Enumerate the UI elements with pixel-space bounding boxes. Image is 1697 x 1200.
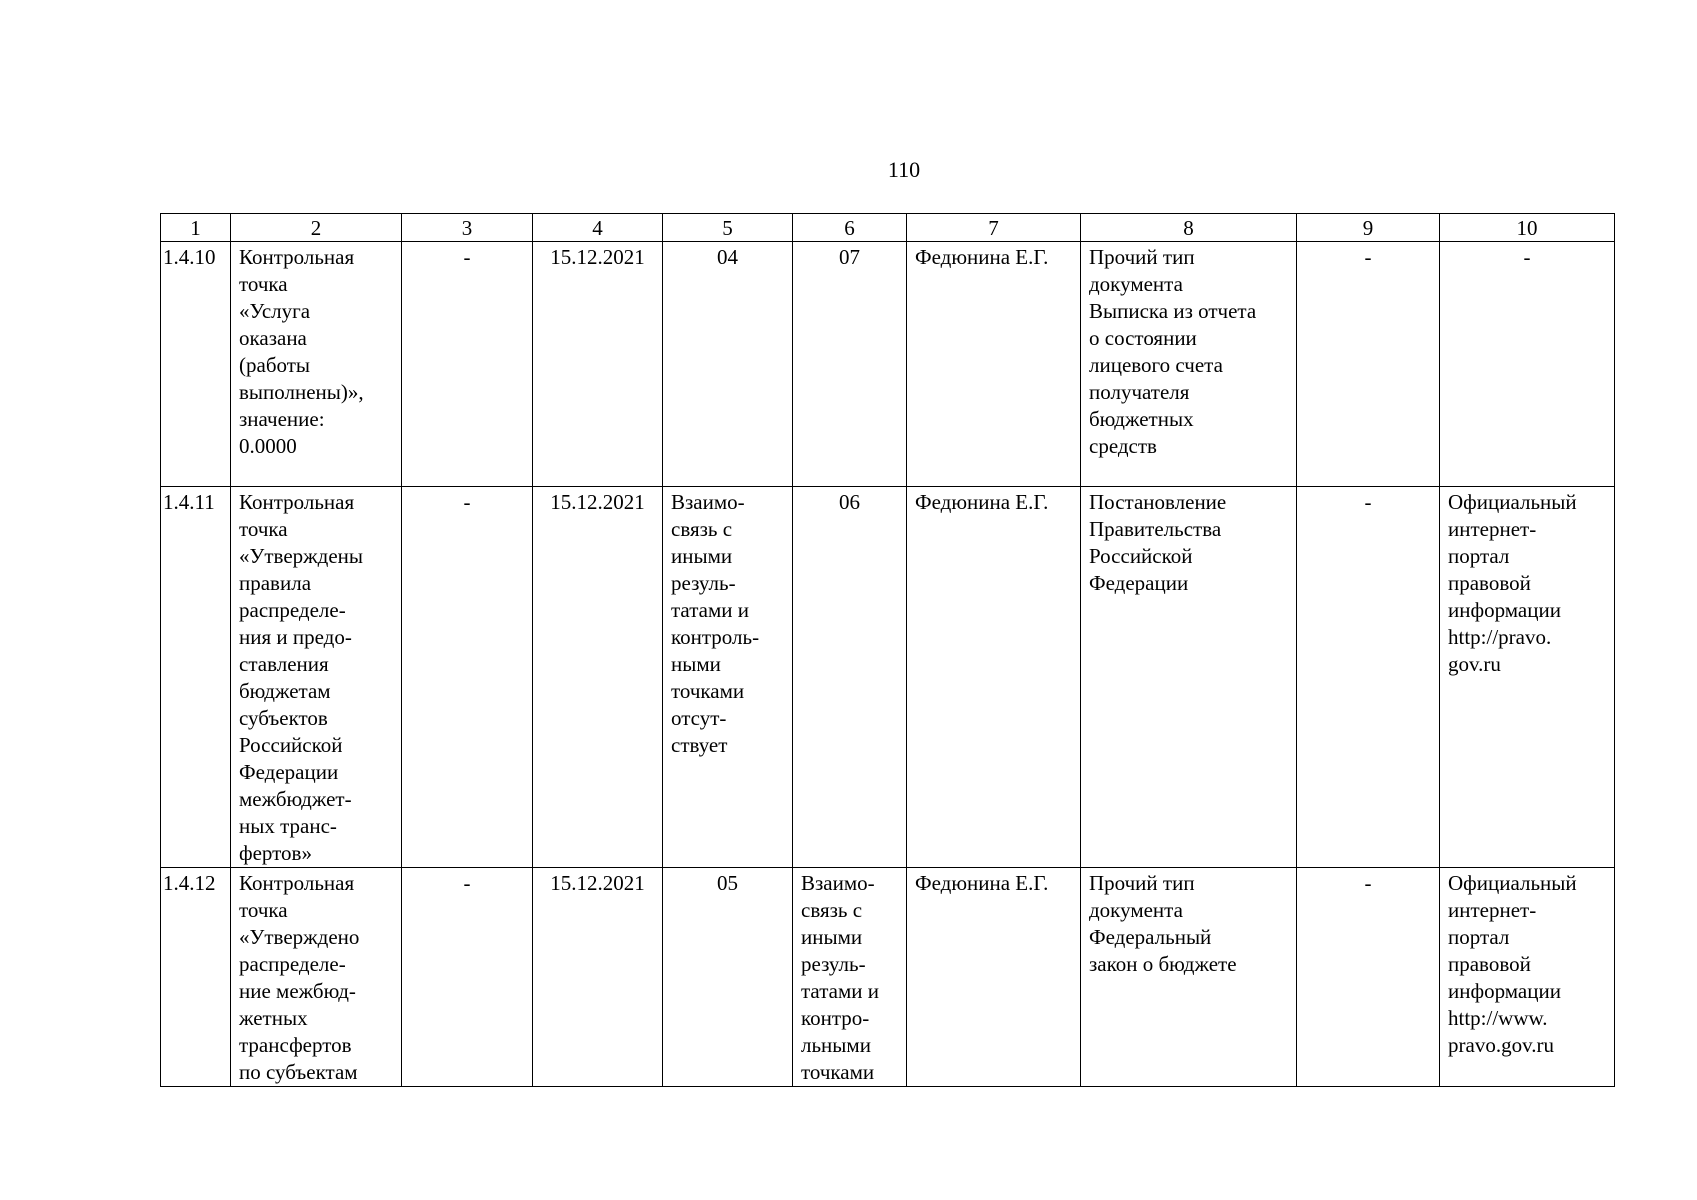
cell-col6: 06 bbox=[793, 487, 907, 868]
table-row bbox=[161, 487, 1615, 868]
control-point-name: Контрольная точка «Утверждены правила распределе- ния и предо- ставления бюджетам субъектов Российской Федерации межбюджет- ных транс- фертов» bbox=[231, 487, 402, 868]
column-header: 9 bbox=[1297, 214, 1440, 242]
cell-col9: - bbox=[1297, 868, 1440, 1087]
row-number: 1.4.11 bbox=[161, 487, 231, 868]
column-header: 8 bbox=[1081, 214, 1297, 242]
due-date: 15.12.2021 bbox=[533, 487, 663, 868]
cell-col6: Взаимо- связь с иными резуль- татами и контро- льными точками bbox=[793, 868, 907, 1087]
cell-col3: - bbox=[402, 242, 533, 487]
table-row bbox=[161, 868, 1615, 1087]
column-header: 10 bbox=[1440, 214, 1615, 242]
column-header: 7 bbox=[907, 214, 1081, 242]
information-source: Официальный интернет- портал правовой информации http://pravo. gov.ru bbox=[1440, 487, 1615, 868]
cell-col5: 04 bbox=[663, 242, 793, 487]
control-point-name: Контрольная точка «Утверждено распределе- ние межбюд- жетных трансфертов по субъектам bbox=[231, 868, 402, 1087]
control-point-name: Контрольная точка «Услуга оказана (работы выполнены)», значение: 0.0000 bbox=[231, 242, 402, 487]
column-header: 4 bbox=[533, 214, 663, 242]
document-type: Прочий тип документа Выписка из отчета о состоянии лицевого счета получателя бюджетных средств bbox=[1081, 242, 1297, 487]
information-source: Официальный интернет- портал правовой информации http://www. pravo.gov.ru bbox=[1440, 868, 1615, 1087]
cell-col5: Взаимо- связь с иными резуль- татами и контроль- ными точками отсут- ствует bbox=[663, 487, 793, 868]
information-source: - bbox=[1440, 242, 1615, 487]
column-header: 3 bbox=[402, 214, 533, 242]
responsible-person: Федюнина Е.Г. bbox=[907, 868, 1081, 1087]
row-number: 1.4.12 bbox=[161, 868, 231, 1087]
document-type: Прочий тип документа Федеральный закон о бюджете bbox=[1081, 868, 1297, 1087]
column-header: 2 bbox=[231, 214, 402, 242]
responsible-person: Федюнина Е.Г. bbox=[907, 487, 1081, 868]
document-type: Постановление Правительства Российской Федерации bbox=[1081, 487, 1297, 868]
due-date: 15.12.2021 bbox=[533, 868, 663, 1087]
cell-col9: - bbox=[1297, 242, 1440, 487]
column-header: 5 bbox=[663, 214, 793, 242]
table-row bbox=[161, 242, 1615, 487]
cell-col3: - bbox=[402, 868, 533, 1087]
column-header: 1 bbox=[161, 214, 231, 242]
page-number: 110 bbox=[887, 157, 921, 182]
table-header-row bbox=[161, 214, 1615, 242]
responsible-person: Федюнина Е.Г. bbox=[907, 242, 1081, 487]
cell-col5: 05 bbox=[663, 868, 793, 1087]
column-header: 6 bbox=[793, 214, 907, 242]
cell-col6: 07 bbox=[793, 242, 907, 487]
control-points-table bbox=[160, 213, 1615, 1087]
cell-col9: - bbox=[1297, 487, 1440, 868]
row-number: 1.4.10 bbox=[161, 242, 231, 487]
cell-col3: - bbox=[402, 487, 533, 868]
due-date: 15.12.2021 bbox=[533, 242, 663, 487]
